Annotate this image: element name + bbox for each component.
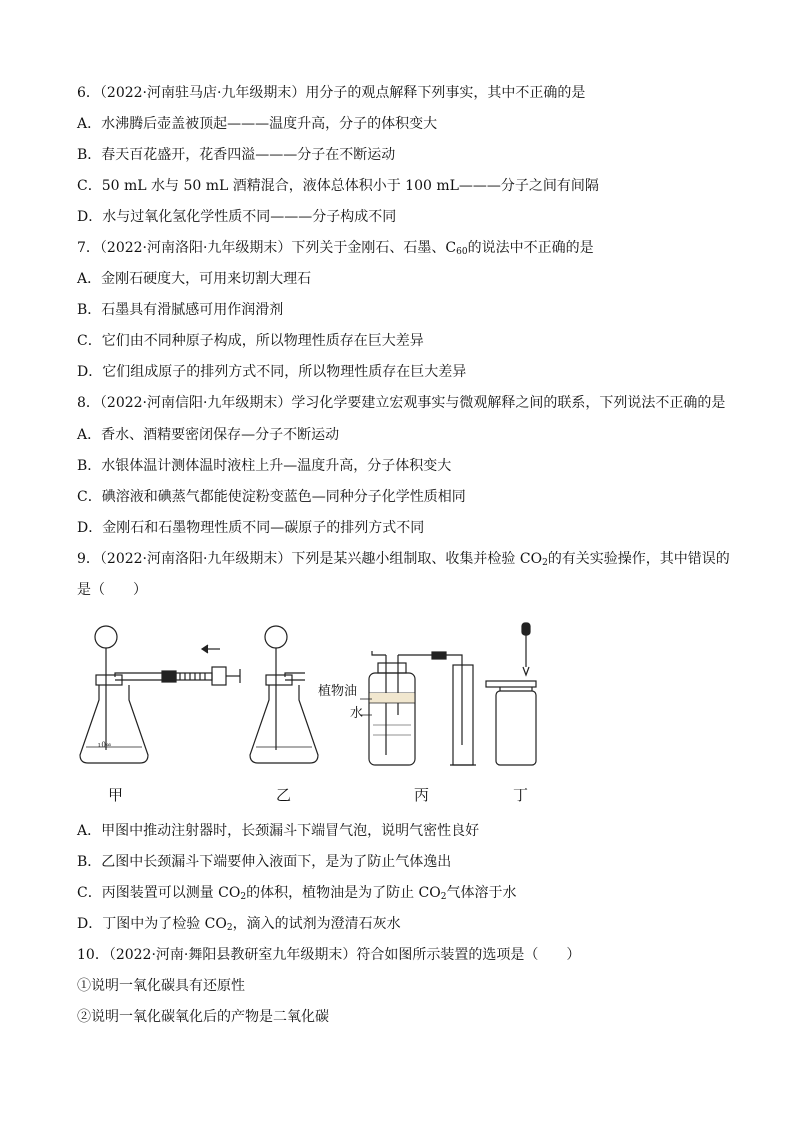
q7-stem <box>77 239 594 261</box>
q8-option-b: B．水银体温计测体温时液柱上升—温度升高，分子体积变大 <box>77 458 452 474</box>
q9-c-sub2: 2 <box>440 892 447 902</box>
apparatus-jia <box>80 626 240 763</box>
q8-option-c: C．碘溶液和碘蒸气都能使淀粉变蓝色—同种分子化学性质相同 <box>77 489 466 505</box>
q7-option-a: A．金刚石硬度大，可用来切割大理石 <box>77 271 312 287</box>
q9-c-text2: 的体积，植物油是为了防止 CO <box>246 885 441 901</box>
label-plant-oil: 植物油 <box>318 684 358 699</box>
q9-option-b: B．乙图中长颈漏斗下端要伸入液面下，是为了防止气体逸出 <box>77 854 452 870</box>
q9-option-d <box>77 915 401 937</box>
q7-stem-text-end: 的说法中不正确的是 <box>467 240 594 256</box>
q6-stem: 6．（2022·河南驻马店·九年级期末）用分子的观点解释下列事实，其中不正确的是 <box>77 85 586 101</box>
q9-c-text3: 气体溶于水 <box>446 885 517 901</box>
q8-option-d: D．金刚石和石墨物理性质不同—碳原子的排列方式不同 <box>77 520 425 536</box>
apparatus-figure <box>60 615 620 775</box>
q7-option-c: C．它们由不同种原子构成，所以物理性质存在巨大差异 <box>77 333 424 349</box>
svg-text:ւ0∞: ւ0∞ <box>98 741 112 749</box>
q9-stem-line2: 是（ ） <box>77 582 147 598</box>
q9-option-c <box>77 884 516 906</box>
label-water: 水 <box>350 706 364 721</box>
q9-stem <box>77 550 730 572</box>
q9-d-sub: 2 <box>226 923 233 933</box>
q9-d-text1: D．丁图中为了检验 CO <box>77 916 227 932</box>
caption-yi: 乙 <box>276 786 292 804</box>
q9-stem-sub: 2 <box>542 558 548 568</box>
q6-option-b: B．春天百花盛开，花香四溢———分子在不断运动 <box>77 147 396 163</box>
q6-option-a: A．水沸腾后壶盖被顶起———温度升高，分子的体积变大 <box>77 116 438 132</box>
q8-option-a: A．香水、酒精要密闭保存—分子不断运动 <box>77 427 340 443</box>
q9-stem-text-end: 的有关实验操作，其中错误的 <box>547 551 730 567</box>
q7-option-d: D．它们组成原子的排列方式不同，所以物理性质存在巨大差异 <box>77 364 467 380</box>
q9-stem-text: 9．（2022·河南洛阳·九年级期末）下列是某兴趣小组制取、收集并检验 CO <box>77 551 543 567</box>
caption-jia: 甲 <box>108 786 124 804</box>
q7-stem-sub: 60 <box>456 247 468 257</box>
q10-stem: 10．（2022·河南·舞阳县教研室九年级期末）符合如图所示装置的选项是（ ） <box>77 947 581 963</box>
q7-stem-text: 7．（2022·河南洛阳·九年级期末）下列关于金刚石、石墨、C <box>77 240 457 256</box>
q9-c-text1: C．丙图装置可以测量 CO <box>77 885 241 901</box>
q10-option-1: ①说明一氧化碳具有还原性 <box>77 978 245 994</box>
q9-c-sub1: 2 <box>240 892 247 902</box>
apparatus-yi <box>250 626 318 763</box>
caption-ding: 丁 <box>513 786 529 804</box>
q6-option-d: D．水与过氧化氢化学性质不同———分子构成不同 <box>77 209 397 225</box>
q8-stem: 8．（2022·河南信阳·九年级期末）学习化学要建立宏观事实与微观解释之间的联系，下列说法不正确的是 <box>77 395 726 411</box>
q6-option-c: C．50 mL 水与 50 mL 酒精混合，液体总体积小于 100 mL———分子之间有间隔 <box>77 178 599 194</box>
q9-d-text2: ，滴入的试剂为澄清石灰水 <box>232 916 401 932</box>
apparatus-bing <box>369 651 476 765</box>
q10-option-2: ②说明一氧化碳氧化后的产物是二氧化碳 <box>77 1009 329 1025</box>
apparatus-ding <box>486 623 536 765</box>
q9-option-a: A．甲图中推动注射器时，长颈漏斗下端冒气泡，说明气密性良好 <box>77 823 480 839</box>
q7-option-b: B．石墨具有滑腻感可用作润滑剂 <box>77 302 284 318</box>
caption-bing: 丙 <box>414 786 430 804</box>
